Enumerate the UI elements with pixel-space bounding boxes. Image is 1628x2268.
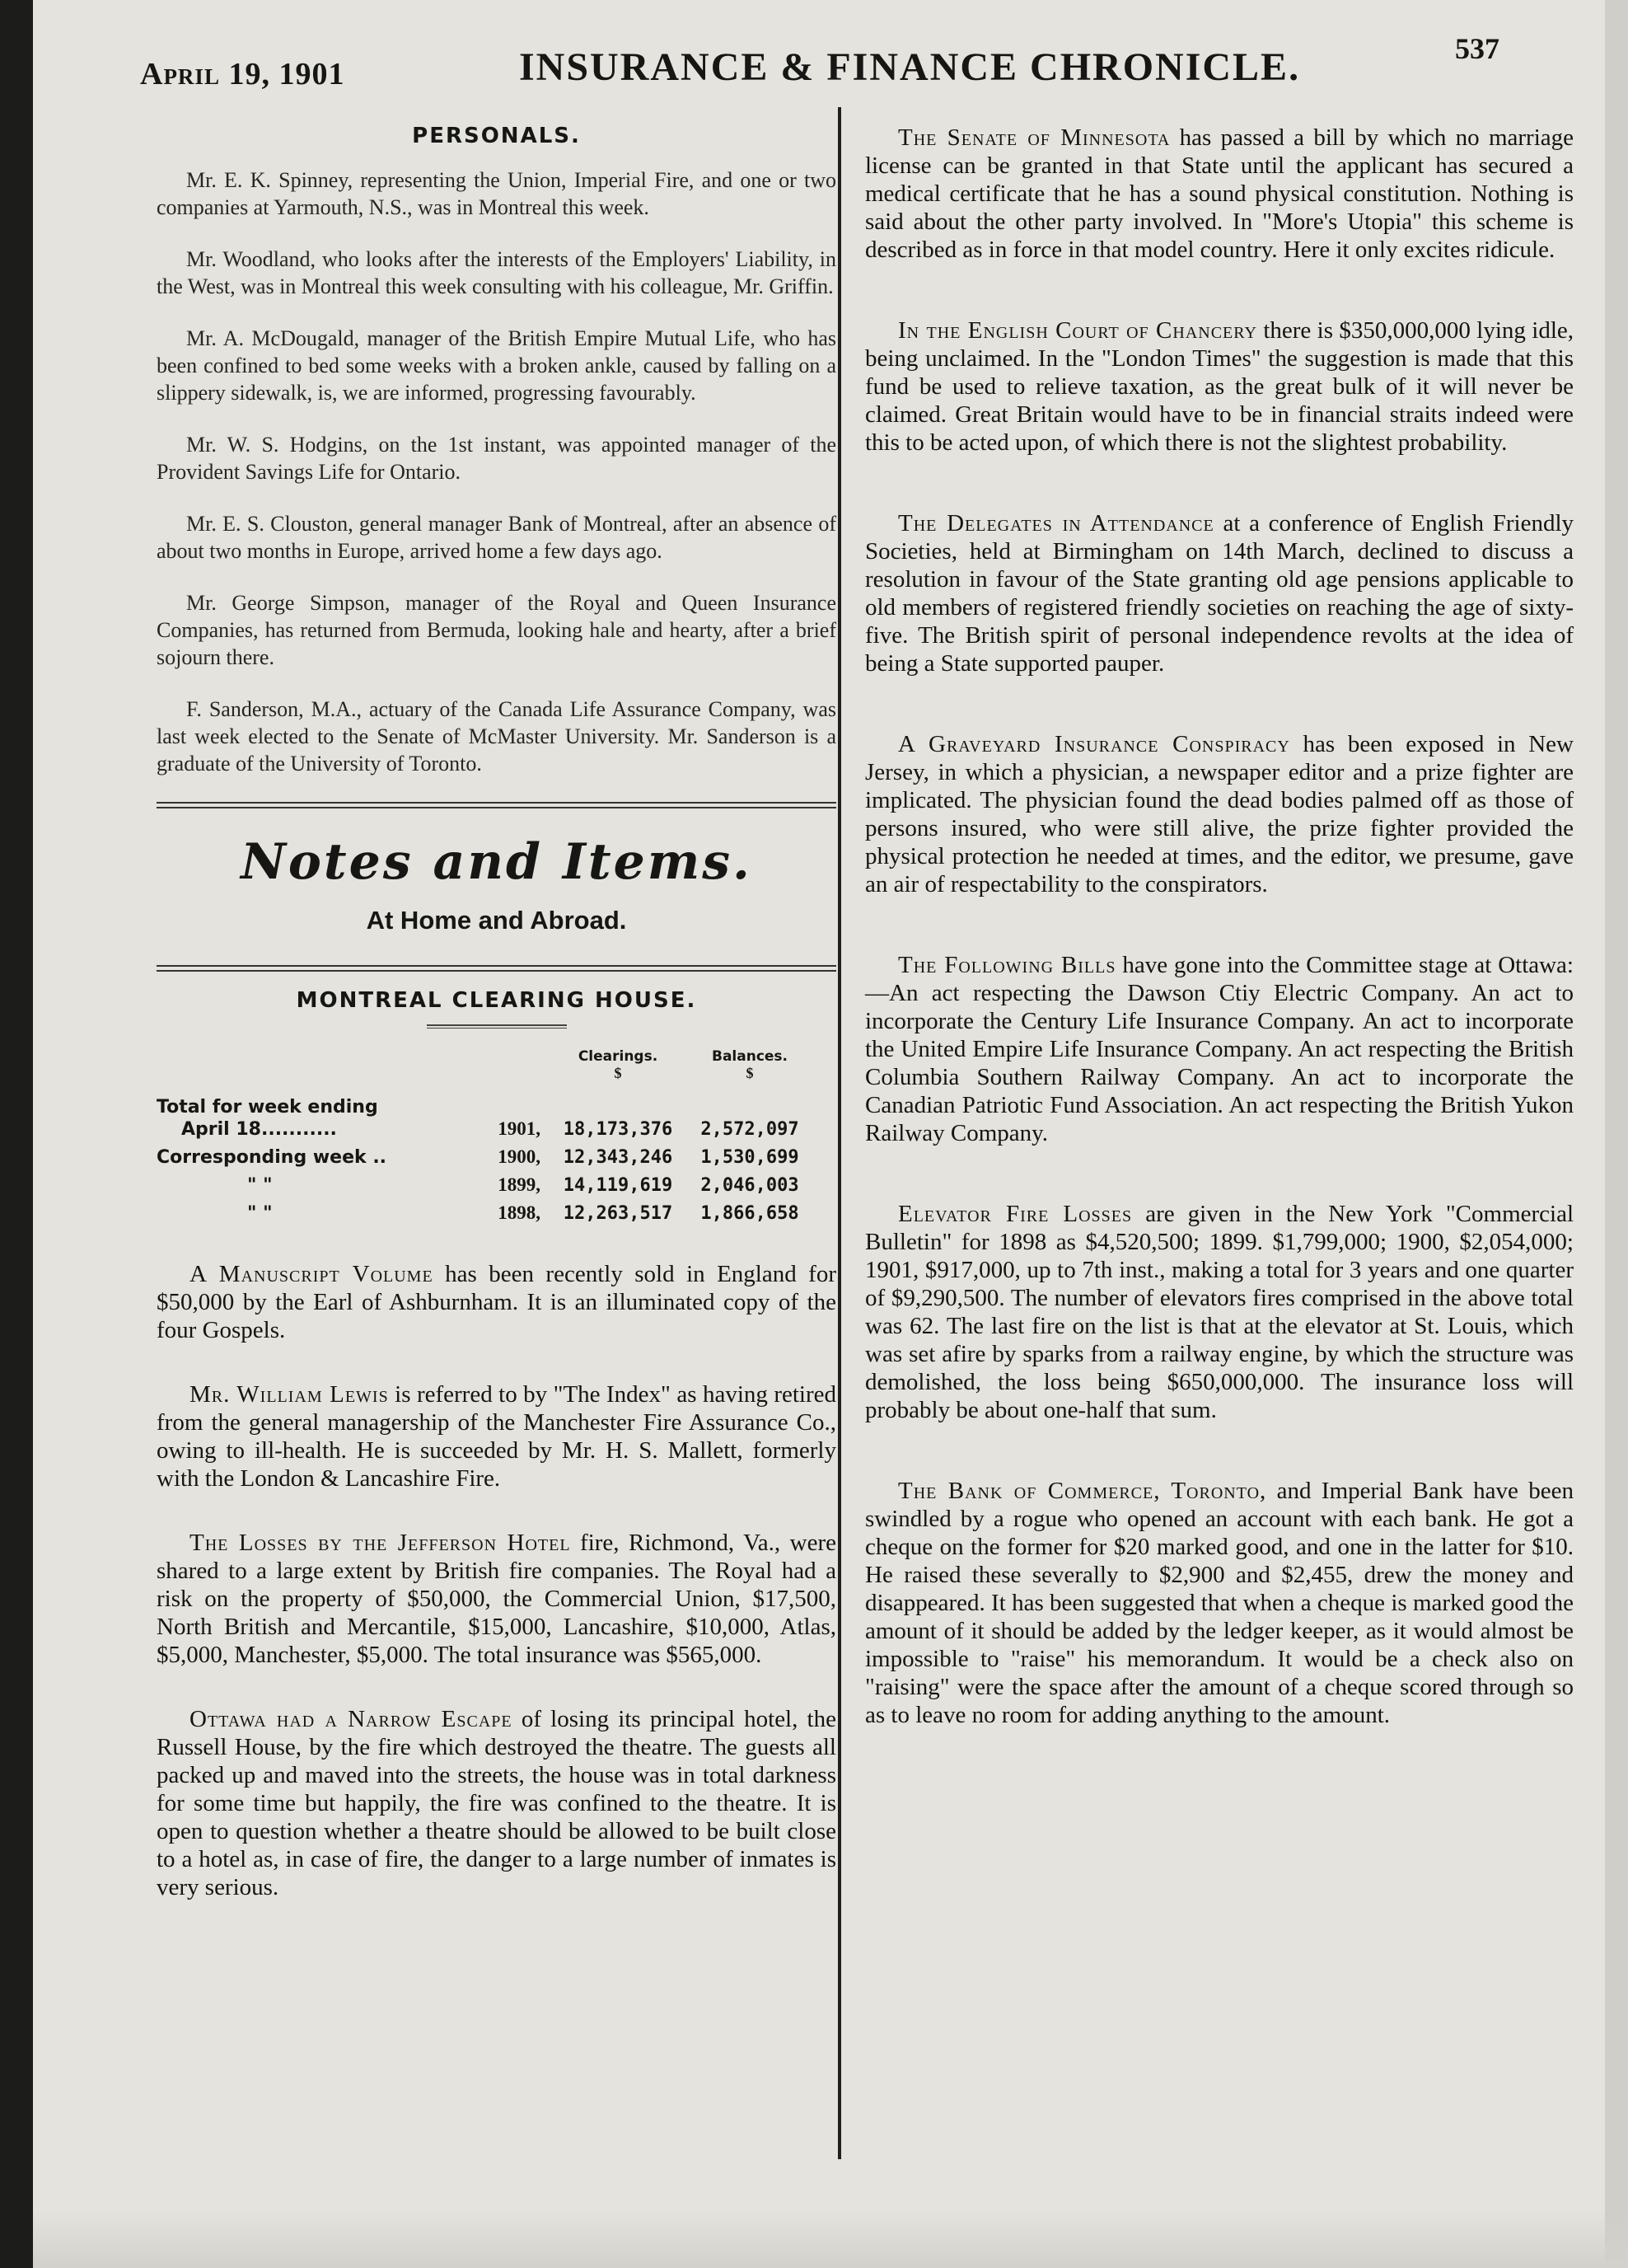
row-clearings: 12,343,246 xyxy=(563,1147,673,1168)
row-year: 1900, xyxy=(498,1146,540,1167)
row-clearings: 12,263,517 xyxy=(563,1203,673,1224)
clearing-house-table xyxy=(157,1048,816,1230)
currency-row xyxy=(157,1065,816,1082)
page-number: 537 xyxy=(1455,32,1499,65)
personal-item: Mr. E. K. Spinney, representing the Union, Imperial Fire, and one or two companies at Yarmouth, N.S., was in Montreal this week. xyxy=(157,168,836,219)
item-lead: The Following Bills xyxy=(898,952,1116,978)
item-lead: The Losses by the Jefferson Hotel xyxy=(189,1530,571,1556)
currency-symbol: $ xyxy=(614,1065,622,1081)
personal-item: Mr. W. S. Hodgins, on the 1st instant, was appointed manager of the Provident Savings Life for Ontario. xyxy=(157,433,836,484)
row-year: 1901, xyxy=(498,1118,540,1139)
item-lead: In the English Court of Chancery xyxy=(898,317,1257,344)
row-label: " " xyxy=(247,1203,273,1224)
item-text: has been recently sold in England for $50,000 by the Earl of Ashburnham. It is an illuminated copy of the four Gospels. xyxy=(157,1261,836,1343)
col-clearings-header: Clearings. xyxy=(578,1048,658,1065)
item-lead: Elevator Fire Losses xyxy=(898,1201,1133,1227)
page-header xyxy=(140,31,1499,97)
item-text: fire, Richmond, Va., were shared to a large extent by British fire companies. The Royal had a risk on the property of $50,000, the Commercial Union, $17,500, North British and Mercantile, $15,000, Lancashire, $10,000, Atlas, $5,000, Manchester, $5,000. The total insurance was $565,000. xyxy=(157,1530,836,1668)
left-column xyxy=(157,124,836,1938)
notes-heading: Notes and Items. xyxy=(241,833,752,891)
row-label: " " xyxy=(247,1175,273,1196)
column-divider xyxy=(838,107,841,2159)
item-lead: The Bank of Commerce, Toronto, xyxy=(898,1478,1267,1504)
row-label: Corresponding week .. xyxy=(157,1147,387,1168)
item-text: is referred to by "The Index" as having retired from the general managership of the Manchester Fire Assurance Co., owing to ill-health. He is succeeded by Mr. H. S. Mallett, formerly with the London & Lancashire Fire. xyxy=(157,1381,837,1492)
item-lead: Mr. William Lewis xyxy=(189,1381,389,1408)
item-text: has passed a bill by which no marriage license can be granted in that State until the applicant has secured a medical certificate that he has a sound physical constitution. Nothing is said about the other party involved. In "More's Utopia" this scheme is described as in force in that model country. Here it only excites ridicule. xyxy=(865,124,1574,263)
publication-title: INSURANCE & FINANCE CHRONICLE. xyxy=(519,45,1301,89)
news-item xyxy=(865,509,1574,677)
item-text: are given in the New York "Commercial Bulletin" for 1898 as $4,520,500; 1899. $1,799,000; 1900, $2,054,000; 1901, $917,000, up to 7th inst., making a total for 3 years and one quarter of $9,290,500. The number of elevators fires comprised in the above total was 62. The last fire on the list is that at the elevator at St. Louis, which was set afire by sparks from a railway engine, by which the structure was demolished, the loss being $650,000,000. The insurance loss will probably be about one-half that sum. xyxy=(865,1201,1574,1423)
table-header xyxy=(157,1048,816,1065)
item-lead: A Manuscript Volume xyxy=(189,1261,433,1287)
row-balances: 1,530,699 xyxy=(700,1147,799,1168)
personal-item: Mr. George Simpson, manager of the Royal and Queen Insurance Companies, has returned from Bermuda, looking hale and hearty, after a brief sojourn there. xyxy=(157,591,836,669)
news-item xyxy=(865,1200,1574,1424)
scan-bottom-shading xyxy=(33,2210,1628,2268)
row-year: 1898, xyxy=(498,1202,540,1223)
news-item xyxy=(157,1705,836,1901)
news-item xyxy=(865,1477,1574,1729)
scan-binding-shadow xyxy=(0,0,33,2268)
item-text: has been exposed in New Jersey, in which a physician, a newspaper editor and a prize fighter are implicated. The physician found the dead bodies palmed off as those of persons insured, who were still alive, the prize fighter provided the physical protection he needed at times, and the editor, we presume, gave an air of respectability to the conspirators. xyxy=(865,731,1574,897)
personal-item: Mr. A. McDougald, manager of the British Empire Mutual Life, who has been confined to bed some weeks with a broken ankle, caused by falling on a slippery sidewalk, is, we are informed, progressing favourably. xyxy=(157,326,836,405)
news-item xyxy=(157,1260,836,1344)
notes-subheading: At Home and Abroad. xyxy=(366,906,627,935)
row-clearings: 18,173,376 xyxy=(563,1119,673,1140)
item-lead: Ottawa had a Narrow Escape xyxy=(189,1706,512,1732)
table-row xyxy=(157,1146,816,1174)
personal-item: F. Sanderson, M.A., actuary of the Canada Life Assurance Company, was last week elected to the Senate of McMaster University. Mr. Sanderson is a graduate of the University of Toronto. xyxy=(157,697,836,776)
section-divider xyxy=(157,965,836,972)
personals-list xyxy=(157,166,836,777)
news-item xyxy=(865,316,1574,457)
row-year: 1899, xyxy=(498,1174,540,1195)
row-balances: 1,866,658 xyxy=(700,1203,799,1224)
item-text: there is $350,000,000 lying idle, being unclaimed. In the "London Times" the suggestion is made that this fund be used to relieve taxation, as the great bulk of it will never be claimed. Great Britain would have to be in financial straits indeed were this to be acted upon, of which there is not the slightest probability. xyxy=(865,317,1574,456)
row-label: Total for week ending xyxy=(157,1097,378,1118)
right-column xyxy=(865,124,1574,1765)
row-balances: 2,046,003 xyxy=(700,1175,799,1196)
section-divider xyxy=(157,802,836,808)
item-text: and Imperial Bank have been swindled by a rogue who opened an account with each bank. He got a cheque on the former for $20 marked good, and one in the latter for $10. He raised these severally to $2,900 and $2,455, drew the money and disappeared. It has been suggested that when a cheque is marked good the amount of it should be added by the ledger keeper, as it would almost be impossible to "raise" his memorandum. It would be a check also on "raising" were the space after the amount of a cheque scored through so as to leave no room for adding anything to the amount. xyxy=(865,1478,1574,1728)
col-balances-header: Balances. xyxy=(711,1048,788,1065)
clearing-house-heading: MONTREAL CLEARING HOUSE. xyxy=(296,988,697,1013)
table-row xyxy=(157,1174,816,1202)
table-row xyxy=(157,1097,816,1118)
news-item xyxy=(865,730,1574,898)
row-label: April 18........... xyxy=(181,1119,337,1140)
row-clearings: 14,119,619 xyxy=(563,1175,673,1196)
table-row xyxy=(157,1118,816,1146)
item-text: of losing its principal hotel, the Russell House, by the fire which destroyed the theatre. The guests all packed up and maved into the streets, the house was in total darkness for some time but happily, the fire was confined to the theatre. It is open to question whether a theatre should be allowed to be built close to a hotel as, in case of fire, the danger to a large number of inmates is very serious. xyxy=(157,1706,836,1900)
short-divider xyxy=(427,1024,567,1029)
news-item xyxy=(865,951,1574,1147)
currency-symbol: $ xyxy=(746,1065,754,1081)
item-text: at a conference of English Friendly Societies, held at Birmingham on 14th March, declined to discuss a resolution in favour of the State granting old age pensions applicable to old members of registered friendly societies on reaching the age of sixty-five. The British spirit of personal independence revolts at the idea of being a State supported pauper. xyxy=(865,510,1574,677)
table-row xyxy=(157,1202,816,1230)
news-item xyxy=(157,1380,836,1492)
item-text: have gone into the Committee stage at Ottawa:—An act respecting the Dawson Ctiy Electric Company. An act to incorporate the Century Life Insurance Company. An act to incorporate the United Empire Life Insurance Company. An act respecting the British Columbia Southern Railway Company. An act to incorporate the Canadian Patriotic Fund Association. An act respecting the British Yukon Railway Company. xyxy=(865,952,1574,1146)
row-balances: 2,572,097 xyxy=(700,1119,799,1140)
page-right-edge xyxy=(1605,0,1628,2268)
news-item xyxy=(157,1529,836,1669)
item-lead: The Delegates in Attendance xyxy=(898,510,1214,537)
personals-heading: PERSONALS. xyxy=(412,124,581,148)
item-lead: The Senate of Minnesota xyxy=(898,124,1171,151)
issue-date: April 19, 1901 xyxy=(140,57,345,91)
personal-item: Mr. E. S. Clouston, general manager Bank of Montreal, after an absence of about two months in Europe, arrived home a few days ago. xyxy=(157,512,836,563)
personal-item: Mr. Woodland, who looks after the interests of the Employers' Liability, in the West, was in Montreal this week consulting with his colleague, Mr. Griffin. xyxy=(157,247,836,298)
news-item xyxy=(865,124,1574,264)
item-lead: A Graveyard Insurance Conspiracy xyxy=(898,731,1290,757)
